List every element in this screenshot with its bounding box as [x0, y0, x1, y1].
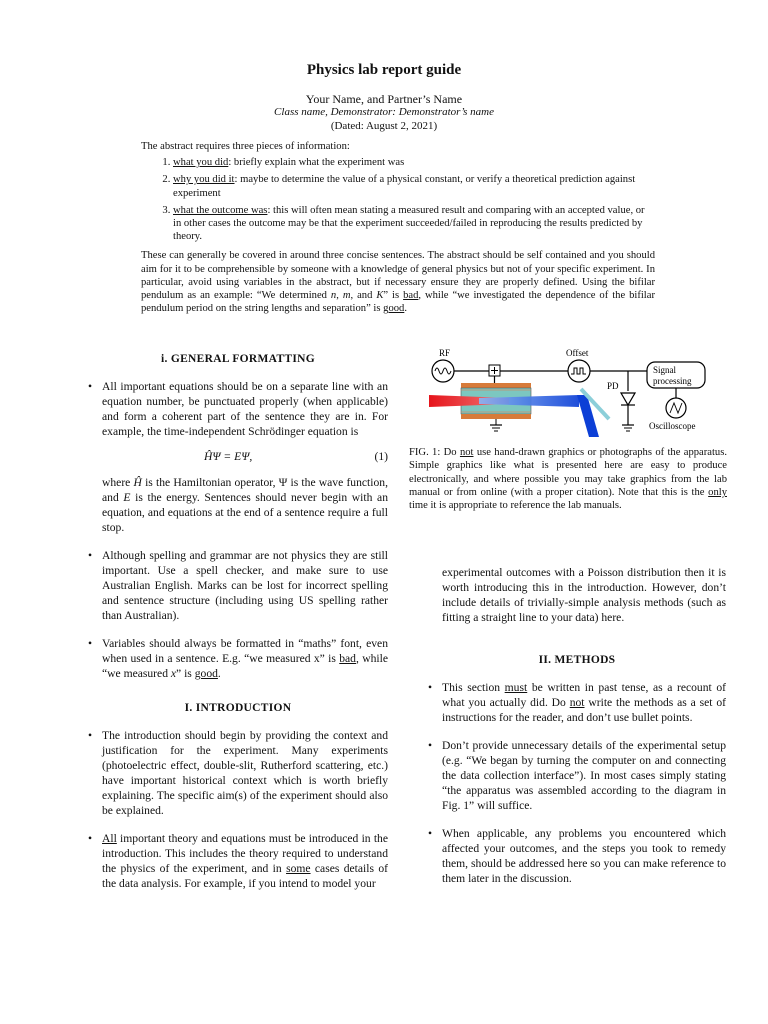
left-column: [88, 352, 388, 904]
equation-expression: ĤΨ = EΨ,: [204, 450, 253, 463]
emphasis-all: All: [102, 832, 117, 845]
bullet-text: [442, 680, 726, 725]
text-run: is the energy. Sentences should never begin with an equation, and equations at the end of a sentence require a full stop.: [102, 491, 388, 534]
bullet-text: Although spelling and grammar are not physics they are still important. Use a spell checker, and make sure to use Australian English. Marks can be lost for incorrect spelling and sentence structure (including using US spelling rather than Australian).: [102, 549, 388, 622]
text-run: , and: [350, 290, 377, 302]
text-run: write the methods as a set of instructions for the reader, and don’t use bullet points.: [442, 696, 727, 724]
list-item: [88, 636, 388, 681]
text-run: These can generally be covered in around three concise sentences. The abstract should be self contained and you should aim for it to be comprehensible by someone with a knowledge of general physics but not of your specific experiment. In particular, avoid using variables in the abstract, but if necessary ensure they are properly defined. Using the bifilar pendulum as an example: “We determined: [141, 250, 655, 302]
bullet-glyph: •: [428, 681, 433, 694]
abstract-item-text: : briefly explain what the experiment was: [228, 157, 405, 169]
offset-source-icon: [568, 360, 590, 382]
figure-apparatus-diagram: [409, 345, 729, 445]
label-signal: Signal: [653, 365, 677, 375]
list-item: [88, 548, 388, 623]
photodiode-icon: [621, 393, 635, 405]
emphasis-not: not: [459, 447, 474, 458]
text-run: is the Hamiltonian operator, Ψ is the wave function, and: [102, 476, 388, 504]
variable-e: E: [123, 491, 131, 504]
text-run: use hand-drawn graphics or photographs of the apparatus. Simple graphics like what is presented here are easy to produce electronically, and where possible you may take graphics from the lab manual or from online (with a proper citation). Note that this is the: [409, 447, 728, 498]
abstract-item: [173, 156, 655, 169]
text-run: ,: [336, 290, 343, 302]
electrode-top: [461, 383, 531, 388]
bullet-text: [102, 636, 388, 681]
abstract: [141, 140, 655, 315]
bullet-glyph: •: [428, 827, 433, 840]
introduction-continued: experimental outcomes with a Poisson distribution then it is worth introducing this in the introduction. However, don’t include details of trivially-simple analysis methods (such as fitting a straight line to your data) here.: [442, 566, 726, 624]
text-run: cases details of the data analysis. For example, if you intend to model your: [102, 862, 388, 890]
bullet-text: Don’t provide unnecessary details of the experimental setup (e.g. “We began by turning the computer on and connecting the data collection interface”). In most cases simply stating “the apparatus was assembled according to the diagram in Fig. 1” will suffice.: [442, 739, 726, 812]
abstract-list: [141, 156, 655, 243]
paper-date: (Dated: August 2, 2021): [330, 120, 438, 132]
abstract-item: [173, 204, 655, 244]
text-run: ” is: [383, 290, 404, 302]
text-run: ” is: [176, 667, 195, 680]
abstract-item-lead: why you did it: [173, 174, 235, 186]
abstract-item-lead: what the outcome was: [173, 204, 268, 216]
bullet-text: The introduction should begin by providing the context and justification for the experiment. Many experiments (photoelectric effect, double-slit, Rutherford scattering, etc.) have important historical context which is worth briefly explaining. The specific aim(s) of the experiment should also be explained.: [102, 729, 388, 817]
text-run: FIG. 1: Do: [409, 447, 460, 458]
text-run: .: [404, 303, 407, 315]
label-processing: processing: [653, 376, 692, 386]
abstract-item-lead: what you did: [173, 157, 229, 169]
bullet-text-continued: [102, 475, 388, 535]
abstract-item: [173, 173, 655, 199]
equation-number: (1): [374, 450, 388, 463]
bullet-text: [102, 831, 388, 891]
emphasis-must: must: [504, 681, 528, 694]
variable-h: Ĥ: [133, 476, 142, 489]
emphasis-good: good: [383, 303, 405, 315]
paper-title: Physics lab report guide: [306, 62, 462, 78]
variable-n: n: [330, 290, 337, 302]
section-heading-introduction: I. INTRODUCTION: [184, 702, 292, 714]
label-oscilloscope: Oscilloscope: [649, 421, 696, 431]
list-item: [428, 680, 726, 725]
emphasis-some: some: [286, 862, 311, 875]
text-run: where: [102, 476, 134, 489]
abstract-item-text: : maybe to determine the value of a physical constant, or verify a theoretical prediction against experiment: [173, 174, 636, 199]
label-offset: Offset: [566, 348, 589, 358]
abstract-item-text: : this will often mean stating a measured result and comparing with an accepted value, or in other cases the outcome may be that the experiment succeeded/failed in reproducing the results predicted by theory.: [173, 204, 645, 243]
deflected-beam: [577, 395, 599, 437]
label-rf: RF: [439, 348, 451, 358]
emphasis-only: only: [708, 486, 727, 498]
text-run: Variables should always be formatted in “maths” font, even when used in a sentence. E.g. “we measured x” is: [102, 637, 388, 665]
text-run: , while “we investigated the dependence of the bifilar pendulum period on the string lengths and separation” is: [141, 290, 655, 315]
list-item: [88, 728, 388, 818]
bullet-glyph: •: [88, 637, 93, 650]
emphasis-bad: bad: [403, 290, 419, 302]
variable-x: x: [170, 667, 177, 680]
text-run: .: [217, 667, 221, 680]
equation: [102, 447, 388, 469]
abstract-intro: The abstract requires three pieces of information:: [141, 141, 350, 152]
bullet-glyph: •: [88, 729, 93, 742]
abstract-paragraph: [141, 249, 655, 315]
emphasis-bad: bad: [339, 652, 356, 665]
bullet-glyph: •: [88, 549, 93, 562]
emphasis-not: not: [569, 696, 585, 709]
paper-affiliation: Class name, Demonstrator: Demonstrator’s name: [274, 106, 494, 118]
bullet-text: When applicable, any problems you encountered which affected your outcomes, and the steps you took to remedy them, should be addressed here so you can make reference to them later in the discussion.: [442, 827, 726, 885]
list-item: [88, 831, 388, 891]
text-run: This section: [442, 681, 505, 694]
emphasis-good: good: [194, 667, 218, 680]
electrode-bottom: [461, 414, 531, 419]
bullet-text: All important equations should be on a separate line with an equation number, be punctuated properly (when applicable) and form a coherent part of the sentence they are in. For example, the time-independent Schrödinger equation is: [102, 380, 388, 438]
list-item: [428, 826, 726, 886]
bullet-glyph: •: [88, 832, 93, 845]
text-run: be written in past tense, as a recount of what you actually did. Do: [442, 681, 727, 709]
text-run: , while “we measured: [102, 652, 388, 680]
variable-m: m: [342, 290, 351, 302]
label-pd: PD: [607, 381, 619, 391]
paper-authors: Your Name, and Partner’s Name: [305, 92, 463, 106]
list-item: [88, 379, 388, 535]
section-heading-methods: II. METHODS: [538, 654, 616, 666]
list-item: [428, 738, 726, 813]
bullet-glyph: •: [88, 380, 93, 393]
right-column: [428, 565, 726, 899]
bullet-glyph: •: [428, 739, 433, 752]
text-run: time it is appropriate to reference the lab manuals.: [409, 500, 622, 512]
figure-caption: [409, 446, 727, 512]
text-run: important theory and equations must be introduced in the introduction. This includes the theory required to understand the physics of the experiment, and in: [102, 832, 388, 875]
section-heading-general-formatting: i. GENERAL FORMATTING: [160, 353, 315, 365]
variable-k: K: [376, 290, 384, 302]
